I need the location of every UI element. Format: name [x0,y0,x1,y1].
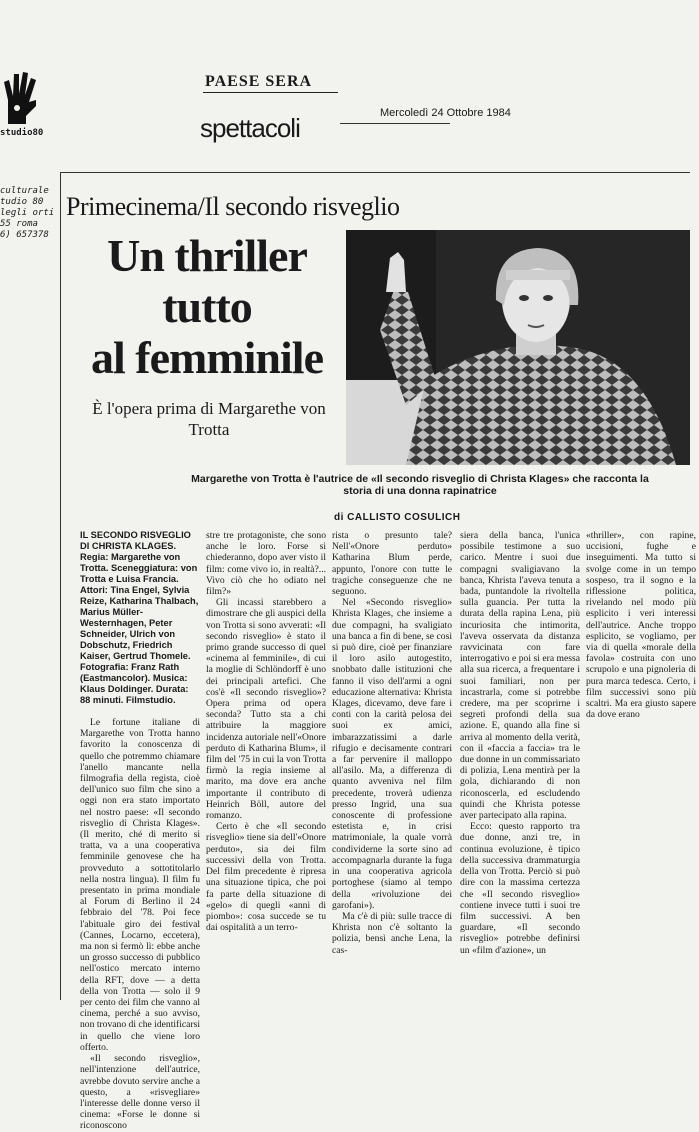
article-title [72,230,342,383]
stamp-line: tudio 80 [0,197,44,207]
byline: di CALLISTO COSULICH [334,512,461,523]
paragraph: Nel «Secondo risveglio» Khrista Klages, che insieme a due compagni, ha svaligiato una banca a fin di bene, se così si può dire, cioè per finanziare il loro asilo autogestito, snobbato dalle istituzioni che fanno il viso dell'armi a ogni educazione alternativa: Khrista Klages, dicevamo, deve fare i conti con la carità pelosa dei suoi ex amici, imbarazzatissimi a darle rifugio e decisamente contrari a far pervenire il malloppo all'asilo. Ma, a differenza di quanto avveniva nel film precedente, troverà udienza presso Ingrid, una sua conoscente di professione estetista e, in crisi matrimoniale, la quale vorrà condividerne la sorte sino ad accompagnarla durante la fuga in una cooperativa agricola portoghese (siamo al tempo della «rivoluzione dei garofani»). [332,597,452,911]
article-standfirst: È l'opera prima di Margarethe von Trotta [92,399,326,439]
paragraph: Ma c'è di più: sulle tracce di Khrista non c'è soltanto la polizia, bensì anche Lena, la cas- [332,910,452,956]
column-1 [80,530,200,1132]
header-rule [203,92,338,93]
paragraph: «thriller», con rapine, uccisioni, fughe e inseguimenti. Ma tutto si svolge come in un tempo sospeso, tra il sogno e la riflessione politica, rivelando nel modo più esplicito i veri interessi dell'autrice. Anche troppo esplicito, se vogliamo, per via di quella «morale della favola» costruita con uno scrupolo e una pignoleria di pura marca tedesca. Certo, i film successivi sono più scaltri. Ma era giusto sapere da dove erano [586,530,696,721]
paragraph: Gli incassi starebbero a dimostrare che gli auspici della von Trotta si sono avverati: «Il secondo risveglio» è stato il primo grande successo di quel «cinema al femminile», di cui la moglie di Schlöndorff è uno dei principali artefici. Che cos'è «Il secondo risveglio»? Opera prima od opera seconda? Tutto sta a chi attribuire la maggiore incidenza autoriale nell'«Onore perduto di Katharina Blum», il film del '75 in cui la von Trotta firmò la regia insieme al marito, ma dove era anche importante il contributo di Heinrich Böll, autore del romanzo. [206,597,326,822]
paragraph: Le fortune italiane di Margarethe von Trotta hanno favorito la conoscenza di quello che potremmo chiamare l'anello mancante nella filmografia della regista, cioè dell'unico suo film che sino a oggi non era stato importato nel nostro paese: «Il secondo risveglio di Christa Klages». (Il merito, ché di merito si tratta, va a una cooperativa femminile genovese che ha provveduto a sottotitolarlo nella nostra lingua). Il film fu presentato in prima mondiale al Forum di Berlino il 24 febbraio del '78. Poi fece l'abituale giro dei festival (Cannes, Locarno, eccetera), ma non si fermò lì: ebbe anche un grosso successo di pubblico nell'ostico mercato interno della RFT, dove — a detta della von Trotta — solo il 9 per cento dei film che vanno al cinema, perché a suo avviso, non trovano di che identificarsi in quello che viene loro offerto. [80,717,200,1053]
article-left-rule [60,172,61,1000]
column-2 [206,530,326,1000]
column-3 [332,530,452,1000]
article-top-rule [60,172,690,173]
stamp-line: legli orti [0,208,55,218]
column-5 [586,530,696,1000]
paragraph: Ecco: questo rapporto tra due donne, anzi tre, in continua evoluzione, è tipico della successiva drammaturgia della von Trotta. Perciò si può dire con la massima certezza che «Il secondo risveglio» contiene invece tutti i suoi tre film successivi. A ben guardare, «Il secondo risveglio» potrebbe definirsi un «film d'azione», un [460,821,580,956]
film-credits: IL SECONDO RISVEGLIO DI CHRISTA KLAGES. Regia: Margarethe von Trotta. Sceneggiatura: von Trotta e Luisa Francia. Attori: Tina Engel, Sylvia Reize, Katharina Thalbach, Marius Müller-Westernhagen, Peter Schneider, Ulrich von Dobschutz, Friedrich Kaiser, Gertrud Thomele. Fotografia: Franz Rath (Eastmancolor). Musica: Klaus Doldinger. Durata: 88 minuti. Filmstudio. [80,530,199,705]
paragraph: rista o presunto tale? Nell'«Onore perduto» Katharina Blum perde, appunto, l'onore con tutte le tragiche conseguenze che ne seguono. [332,530,452,598]
paragraph: Certo è che «Il secondo risveglio» tiene sia dell'«Onore perduto», sia dei film successivi della von Trotta. Del film precedente è ripresa una situazione tipica, che poi fa parte della situazione di «gelo» di quegli «anni di piombo»: cosa succede se tu dai ospitalità a un terro- [206,821,326,934]
title-line: tutto [162,281,252,332]
column-4 [460,530,580,1000]
title-line: Un thriller [107,230,307,281]
newspaper-name: PAESE SERA [205,73,313,90]
section-name: spettacoli [200,113,300,143]
portrait-image [346,230,690,465]
hand-logo-icon [2,70,38,125]
portrait-photo [346,230,690,465]
paragraph: stre tre protagoniste, che sono anche le loro. Forse si chiederanno, dopo aver visto il film: come vivo io, in realtà?... Vivo ciò che ho odiato nel film?» [206,530,326,598]
stamp-address [0,186,54,241]
stamp-line: 6) 657378 [0,230,49,240]
paragraph: «Il secondo risveglio», nell'intenzione dell'autrice, avrebbe dovuto servire anche a questo, a «risvegliare» l'interesse delle donne verso il cinema: «Forse le donne si riconoscono [80,1053,200,1132]
stamp-line: 55 roma [0,219,38,229]
article-kicker: Primecinema/Il secondo risveglio [66,192,400,221]
issue-date: Mercoledì 24 Ottobre 1984 [380,107,511,119]
date-underline [340,123,450,124]
photo-caption: Margarethe von Trotta è l'autrice de «Il secondo risveglio di Christa Klages» che racconta la storia di una donna rapinatrice [191,473,649,497]
title-line: al femminile [91,332,323,383]
paragraph: siera della banca, l'unica possibile testimone a suo carico. Mentre i suoi due compagni svaligiavano la banca, Khrista l'aveva tenuta a bada, puntandole la rivoltella sulla guancia. Per tutta la durata della rapina Lena, più incuriosita che intimorita, l'aveva osservata da distanza ravvicinata con fare interrogativo e poi si era messa alla sua ricerca, a frequentare i suoi familiari, non per incastrarla, come si potrebbe credere, ma per scoprirne i segreti profondi della sua azione. E, quando alla fine si arriva al momento della verità, con il «faccia a faccia» tra le due donne in un commissariato di polizia, Lena mentirà per la gola, dichiarando di non riconoscerla, ed escludendo quindi che Khrista potesse aver partecipato alla rapina. [460,530,580,822]
stamp-line: culturale [0,186,49,196]
stamp-name: studio80 [0,128,44,138]
